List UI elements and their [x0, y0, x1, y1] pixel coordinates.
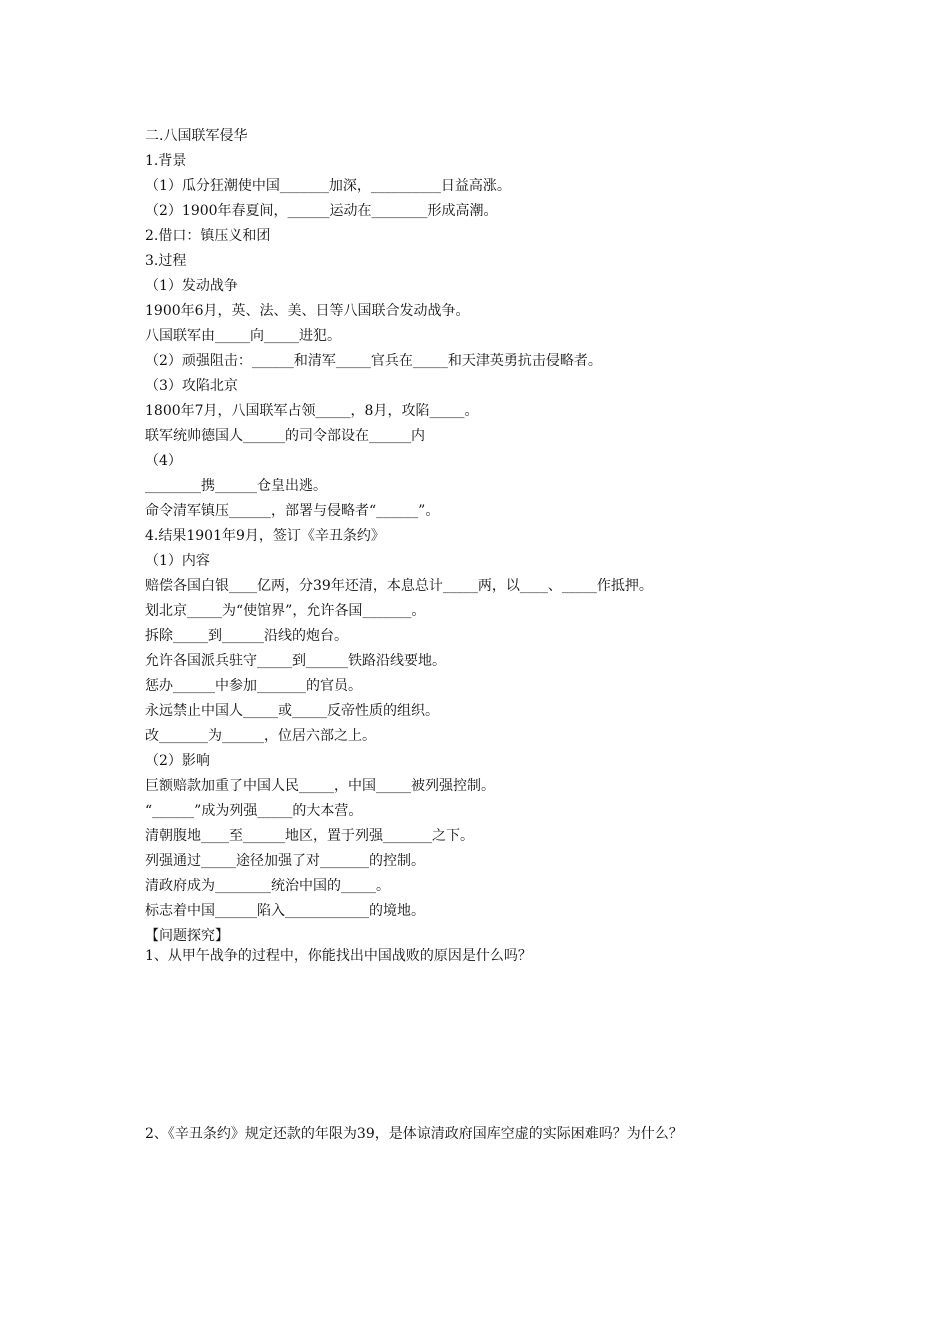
text-line: 永远禁止中国人_____或_____反帝性质的组织。	[145, 703, 439, 719]
text-line: （1）瓜分狂潮使中国_______加深，__________日益高涨。	[145, 178, 511, 194]
text-line: （3）攻陷北京	[145, 378, 238, 394]
text-line: （2）1900年春夏间，______运动在________形成高潮。	[145, 203, 498, 219]
text-line: ________携______仓皇出逃。	[145, 478, 327, 494]
text-line: （2）影响	[145, 753, 210, 769]
text-line: 1800年7月，八国联军占领_____，8月，攻陷_____。	[145, 403, 479, 419]
text-line: （1）发动战争	[145, 278, 238, 294]
text-line: 八国联军由_____向_____进犯。	[145, 328, 341, 344]
inquiry-heading: 【问题探究】	[145, 928, 229, 944]
text-line: 巨额赔款加重了中国人民_____，中国_____被列强控制。	[145, 778, 495, 794]
text-line: （1）内容	[145, 553, 210, 569]
text-line: （2）顽强阻击：______和清军_____官兵在_____和天津英勇抗击侵略者。	[145, 353, 602, 369]
question-1: 1、从甲午战争的过程中，你能找出中国战败的原因是什么吗？	[145, 948, 532, 964]
text-line: 清政府成为________统治中国的_____。	[145, 878, 390, 894]
text-line: 联军统帅德国人______的司令部设在______内	[145, 428, 425, 444]
text-line: 拆除_____到______沿线的炮台。	[145, 628, 348, 644]
worksheet-body	[145, 124, 825, 949]
text-line: 命令清军镇压______，部署与侵略者“______”。	[145, 503, 440, 519]
text-line: 惩办______中参加_______的官员。	[145, 678, 362, 694]
subheading-background: 1.背景	[145, 153, 187, 169]
text-line: 赔偿各国白银____亿两，分39年还清，本息总计_____两，以____、_____作抵押。	[145, 578, 653, 594]
text-line: 清朝腹地____至______地区，置于列强_______之下。	[145, 828, 474, 844]
text-line: 允许各国派兵驻守_____到______铁路沿线要地。	[145, 653, 446, 669]
subheading-pretext: 2.借口：镇压义和团	[145, 228, 271, 244]
text-line: 列强通过_____途径加强了对_______的控制。	[145, 853, 425, 869]
text-line: “______”成为列强_____的大本营。	[145, 803, 363, 819]
text-line: 改_______为______，位居六部之上。	[145, 728, 376, 744]
text-line: 划北京_____为“使馆界”，允许各国_______。	[145, 603, 426, 619]
text-line: （4）	[145, 453, 182, 469]
section-heading: 二.八国联军侵华	[145, 128, 248, 144]
subheading-result: 4.结果1901年9月，签订《辛丑条约》	[145, 528, 385, 544]
text-line: 1900年6月，英、法、美、日等八国联合发动战争。	[145, 303, 470, 319]
subheading-process: 3.过程	[145, 253, 187, 269]
text-line: 标志着中国______陷入____________的境地。	[145, 903, 425, 919]
question-2: 2、《辛丑条约》规定还款的年限为39，是体谅清政府国库空虚的实际困难吗？为什么？	[145, 1126, 683, 1142]
